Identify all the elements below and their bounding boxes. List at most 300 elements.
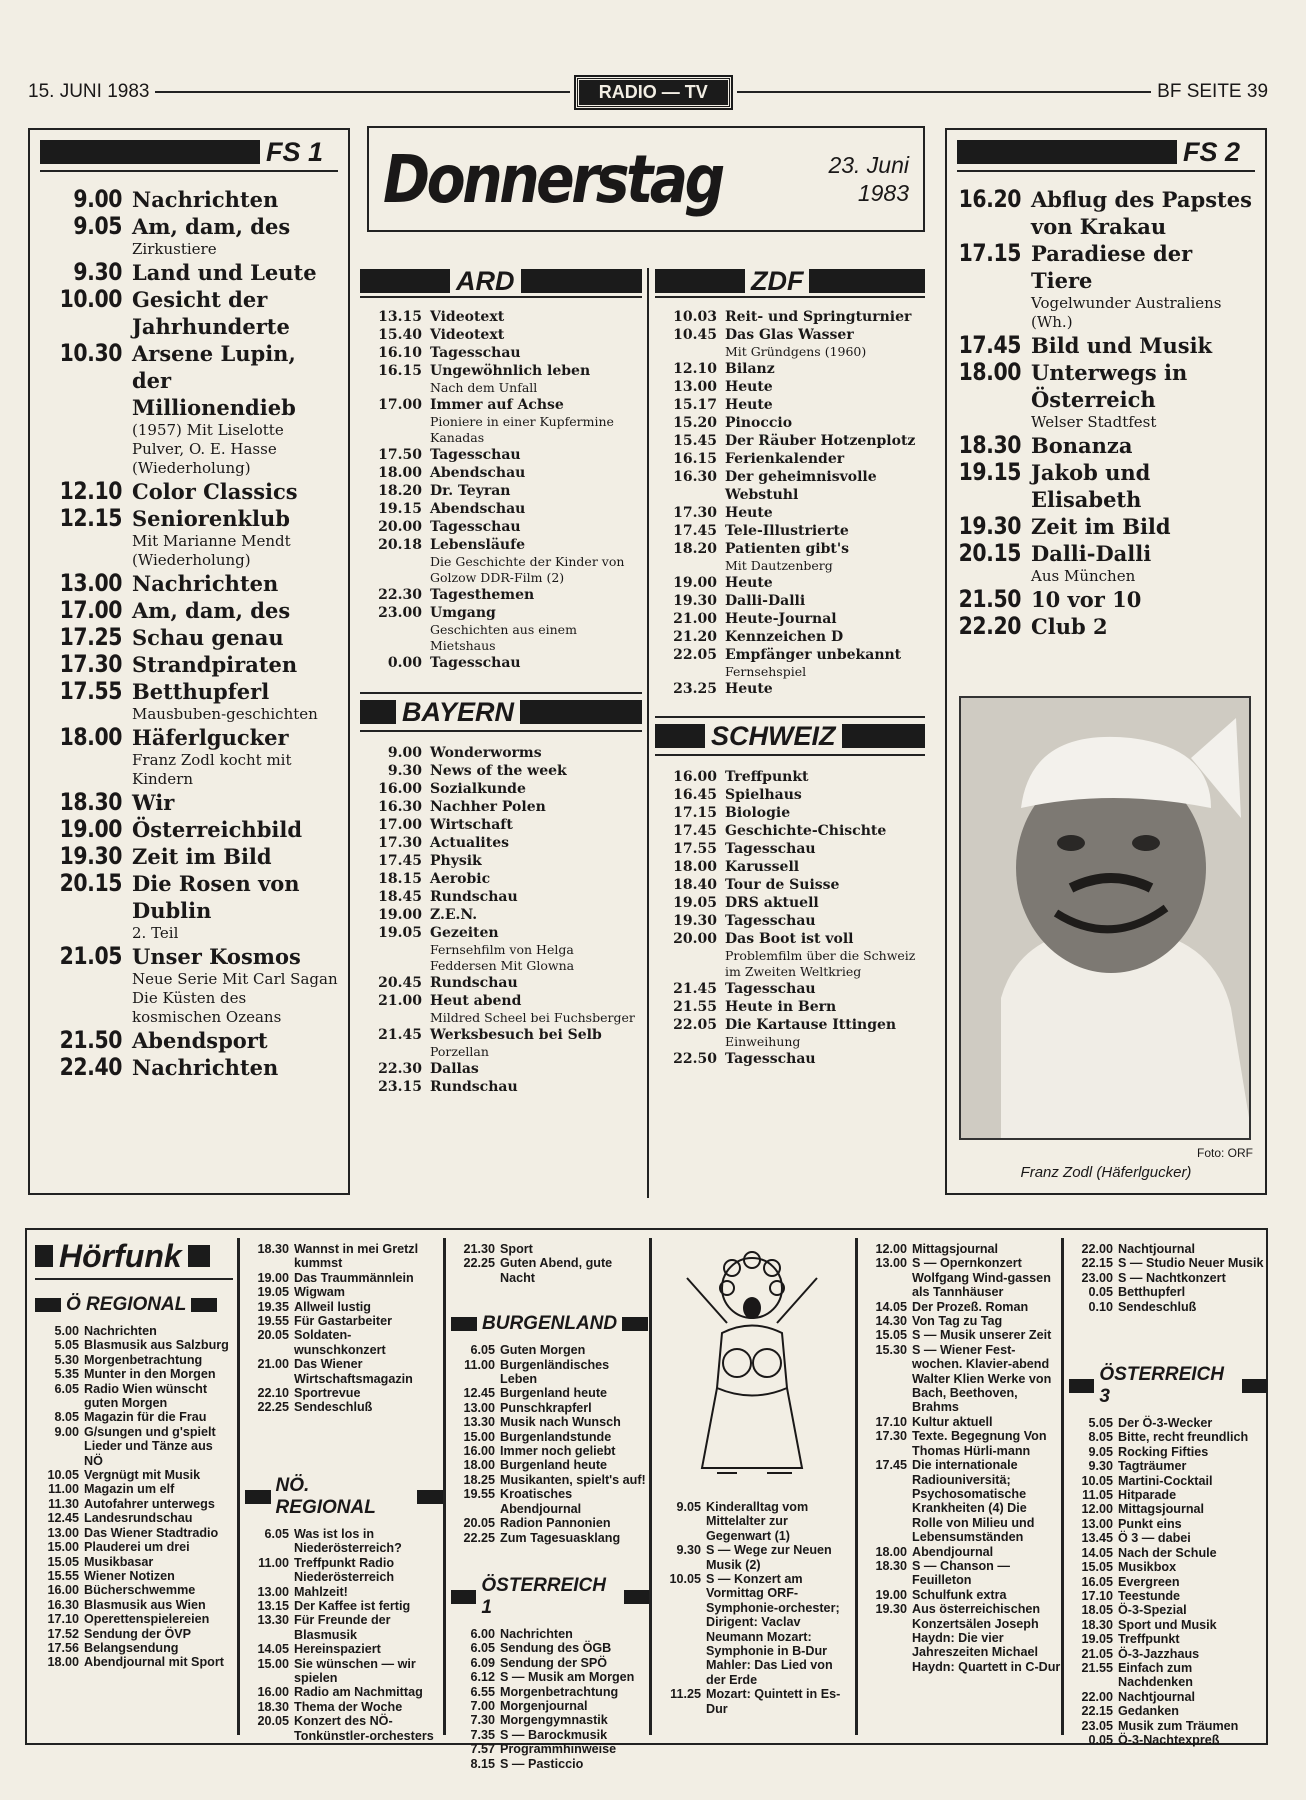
program-time: 11.00 — [258, 1555, 289, 1570]
program-title: Kroatisches Abendjournal — [500, 1487, 582, 1516]
program-time: 13.00 — [59, 569, 122, 597]
program-description: Mit Dautzenberg — [725, 558, 833, 573]
program-title: Z.E.N. — [430, 907, 478, 923]
program-item — [863, 1559, 1061, 1588]
program-title: G/sungen und g'spielt Lieder und Tänze aus NÖ — [84, 1424, 216, 1468]
program-description: Franz Zodl kocht mit Kindern — [132, 751, 292, 788]
program-item — [655, 326, 925, 360]
program-description: Die Geschichte der Kinder von Golzow DDR-Film (2) — [430, 554, 625, 585]
program-title: S — Nachtkonzert — [1118, 1270, 1226, 1285]
program-item — [35, 1367, 233, 1381]
program-title: Der Prozeß. Roman — [912, 1299, 1029, 1314]
program-time: 19.00 — [875, 1587, 907, 1602]
program-description: Aus München — [1031, 567, 1136, 585]
program-time: 22.25 — [463, 1530, 495, 1545]
day-banner — [367, 126, 925, 232]
program-title: Was ist los in Niederösterreich? — [294, 1526, 402, 1556]
program-title: 10 vor 10 — [1031, 587, 1142, 612]
program-title: Seniorenklub — [132, 506, 290, 531]
program-time: 17.30 — [378, 835, 422, 851]
program-time: 17.52 — [47, 1626, 79, 1641]
program-title: Das Glas Wasser — [725, 327, 854, 343]
program-item — [1069, 1445, 1267, 1459]
program-title: Nachrichten — [132, 187, 279, 212]
program-description: Fernsehspiel — [725, 664, 807, 679]
program-description: Porzellan — [430, 1044, 489, 1059]
program-time: 15.30 — [875, 1342, 907, 1357]
program-item — [1069, 1560, 1267, 1574]
program-item — [1069, 1256, 1267, 1270]
program-title: Wannst in mei Gretzl kummst — [294, 1242, 419, 1271]
program-title: Kinderalltag vom Mittelalter zur Gegenwart (1) — [706, 1500, 809, 1543]
program-title: Nach der Schule — [1118, 1545, 1217, 1560]
station-title: NÖ. REGIONAL — [275, 1474, 376, 1518]
channel-title: SCHWEIZ — [711, 720, 836, 751]
program-time: 18.00 — [378, 465, 422, 481]
program-title: Musik zum Träumen — [1118, 1718, 1239, 1733]
program-time: 15.00 — [257, 1656, 289, 1671]
program-time: 15.40 — [378, 327, 422, 343]
section-badge: RADIO — TV — [576, 77, 731, 108]
station-title: ÖSTERREICH 1 — [481, 1574, 606, 1618]
program-title: Rundschau — [430, 1079, 518, 1095]
program-item — [655, 308, 925, 326]
program-time: 12.00 — [1081, 1502, 1113, 1517]
program-item — [360, 924, 642, 974]
program-time: 18.30 — [958, 431, 1021, 459]
program-title: Rundschau — [430, 889, 518, 905]
program-item — [40, 570, 338, 597]
channel-title: ARD — [456, 265, 515, 296]
program-description: Problemfilm über die Schweiz im Zweiten Weltkrieg — [725, 948, 916, 979]
program-title: Burgenland heute — [500, 1386, 608, 1401]
program-title: Physik — [430, 853, 482, 869]
program-title: Burgenland heute — [500, 1458, 608, 1473]
program-title: Das Boot ist voll — [725, 931, 854, 947]
program-item — [451, 1699, 649, 1713]
program-time: 16.20 — [958, 185, 1021, 213]
program-time: 21.45 — [673, 981, 717, 997]
program-title: Sendeschluß — [294, 1400, 373, 1415]
program-time: 0.00 — [387, 655, 422, 671]
program-title: Lebensläufe — [430, 537, 526, 553]
program-time: 21.50 — [59, 1026, 122, 1054]
program-title: Plauderei um drei — [84, 1540, 190, 1555]
program-item — [655, 450, 925, 468]
program-title: Bilanz — [725, 361, 775, 377]
program-title: Wir — [132, 790, 175, 815]
program-time: 17.45 — [958, 331, 1021, 359]
program-time: 16.15 — [378, 363, 422, 379]
program-item — [245, 1527, 443, 1556]
program-time: 20.15 — [59, 869, 122, 897]
program-time: 18.00 — [958, 358, 1021, 386]
program-item — [655, 786, 925, 804]
program-item — [245, 1642, 443, 1656]
program-title: Morgengymnastik — [500, 1713, 608, 1728]
program-item — [863, 1458, 1061, 1544]
program-item — [35, 1627, 233, 1641]
program-time: 20.05 — [463, 1516, 495, 1531]
program-item — [360, 326, 642, 344]
program-title: Nachtjournal — [1118, 1689, 1195, 1704]
program-title: Radio Wien wünscht guten Morgen — [84, 1381, 208, 1411]
program-title: Nachrichten — [132, 1055, 279, 1080]
program-list — [40, 186, 338, 1081]
chef-photo — [959, 696, 1251, 1140]
program-time: 19.05 — [378, 925, 422, 941]
radio-panel — [25, 1228, 1268, 1771]
program-title: S — Konzert am Vormittag ORF-Symphonie-orchester; Dirigent: Vaclav Neumann Mozart: Symphonie in B-Dur Mahler: Das Lied von der Erde — [706, 1572, 840, 1687]
program-item — [451, 1487, 649, 1516]
program-title: Magazin um elf — [84, 1482, 175, 1497]
program-item — [655, 822, 925, 840]
program-item — [863, 1602, 1061, 1674]
program-title: Radion Pannonien — [500, 1516, 611, 1531]
channel-title: BAYERN — [402, 696, 515, 727]
program-title: Wiener Notizen — [84, 1568, 175, 1583]
program-title: Tour de Suisse — [725, 877, 840, 893]
header-bar — [1242, 1379, 1267, 1393]
program-title: Jakob und Elisabeth — [1031, 460, 1151, 512]
program-title: Tagesschau — [430, 519, 521, 535]
program-title: Soldaten-wunschkonzert — [294, 1328, 386, 1357]
program-time: 22.25 — [463, 1256, 495, 1271]
program-item — [35, 1526, 233, 1540]
program-title: Schulfunk extra — [912, 1587, 1007, 1602]
program-time: 12.10 — [59, 477, 122, 505]
page-header — [28, 78, 1268, 106]
program-title: Tagesschau — [430, 655, 521, 671]
program-item — [40, 624, 338, 651]
program-item — [360, 906, 642, 924]
program-item — [863, 1415, 1061, 1429]
header-bar — [809, 269, 925, 293]
program-item — [360, 586, 642, 604]
program-title: Videotext — [430, 309, 505, 325]
program-title: Umgang — [430, 605, 496, 621]
program-item — [451, 1444, 649, 1458]
program-item — [1069, 1603, 1267, 1617]
program-item — [40, 843, 338, 870]
program-title: Pinoccio — [725, 415, 793, 431]
program-item — [35, 1338, 233, 1352]
program-title: Dallas — [430, 1061, 479, 1077]
program-item — [655, 768, 925, 786]
program-list — [245, 1527, 443, 1743]
program-title: Nachher Polen — [430, 799, 546, 815]
program-item — [35, 1511, 233, 1525]
program-time: 9.05 — [1088, 1444, 1113, 1459]
issue-date: 15. JUNI 1983 — [28, 81, 150, 102]
program-time: 6.09 — [470, 1655, 495, 1670]
program-item — [360, 362, 642, 396]
program-time: 16.30 — [47, 1597, 79, 1612]
program-item — [360, 446, 642, 464]
program-title: Mittagsjournal — [912, 1242, 999, 1256]
program-description: Fernsehfilm von Helga Feddersen Mit Glowna — [430, 942, 575, 973]
program-item — [40, 186, 338, 213]
program-title: Abendschau — [430, 501, 526, 517]
program-title: Zeit im Bild — [132, 844, 272, 869]
program-title: S — Pasticcio — [500, 1756, 584, 1771]
program-item — [1069, 1647, 1267, 1661]
photo-credit: Foto: ORF — [1196, 1146, 1253, 1160]
program-time: 11.30 — [48, 1496, 79, 1511]
program-time: 10.00 — [59, 285, 122, 313]
program-time: 16.05 — [1081, 1574, 1113, 1589]
program-time: 17.45 — [673, 523, 717, 539]
program-title: Biologie — [725, 805, 791, 821]
program-title: Morgenbetrachtung — [500, 1684, 619, 1699]
program-time: 12.00 — [875, 1242, 907, 1256]
program-title: Guten Morgen — [500, 1343, 586, 1358]
program-item — [360, 816, 642, 834]
header-bar — [655, 724, 705, 748]
program-item — [451, 1713, 649, 1727]
program-time: 13.00 — [257, 1584, 289, 1599]
program-title: Für Gastarbeiter — [294, 1314, 392, 1329]
program-item — [360, 780, 642, 798]
program-title: Geschichte-Chischte — [725, 823, 887, 839]
program-description: 2. Teil — [132, 924, 179, 942]
program-title: Guten Abend, gute Nacht — [500, 1256, 613, 1285]
program-list — [451, 1242, 649, 1285]
program-title: Nachtjournal — [1118, 1242, 1195, 1256]
program-time: 13.45 — [1081, 1531, 1113, 1546]
header-bar — [35, 1245, 53, 1267]
program-item — [245, 1300, 443, 1314]
program-time: 7.00 — [470, 1698, 495, 1713]
header-bar — [957, 140, 1177, 164]
program-title: S — Opernkonzert Wolfgang Wind-gassen als Tannhäuser — [912, 1256, 1051, 1300]
program-title: Operettenspielereien — [84, 1612, 210, 1627]
program-title: Sozialkunde — [430, 781, 526, 797]
program-item — [863, 1314, 1061, 1328]
header-bar — [417, 1490, 443, 1504]
program-title: Sendung der SPÖ — [500, 1655, 608, 1670]
program-time: 17.15 — [958, 239, 1021, 267]
program-time: 17.56 — [47, 1640, 79, 1655]
program-time: 17.00 — [378, 397, 422, 413]
program-item — [657, 1500, 855, 1543]
program-title: Die Kartause Ittingen — [725, 1017, 897, 1033]
program-title: Zum Tagesuasklang — [500, 1530, 621, 1545]
program-title: Tele-Illustrierte — [725, 523, 849, 539]
program-item — [245, 1657, 443, 1686]
program-title: Heute — [725, 681, 773, 697]
program-item — [939, 432, 1255, 459]
program-time: 15.05 — [875, 1328, 907, 1343]
program-title: Am, dam, des — [132, 598, 291, 623]
program-item — [245, 1314, 443, 1328]
header-bar — [451, 1317, 477, 1331]
program-title: Morgenjournal — [500, 1698, 588, 1713]
program-time: 22.15 — [1081, 1256, 1113, 1271]
program-title: Morgenbetrachtung — [84, 1352, 203, 1367]
program-description: (1957) Mit Liselotte Pulver, O. E. Hasse (Wiederholung) — [132, 421, 284, 477]
program-time: 21.55 — [673, 999, 717, 1015]
program-title: Abflug des Papstes von Krakau — [1031, 187, 1252, 239]
program-time: 17.30 — [673, 505, 717, 521]
program-list — [451, 1627, 649, 1771]
program-title: Nachrichten — [500, 1626, 573, 1641]
program-item — [40, 213, 338, 259]
program-item — [1069, 1300, 1267, 1314]
program-item — [863, 1328, 1061, 1342]
program-item — [655, 930, 925, 980]
program-description: Zirkustiere — [132, 240, 217, 258]
program-item — [1069, 1242, 1267, 1256]
program-time: 14.05 — [875, 1299, 907, 1314]
program-item — [40, 816, 338, 843]
program-time: 15.17 — [673, 397, 717, 413]
program-item — [863, 1300, 1061, 1314]
program-item — [655, 1016, 925, 1050]
program-item — [35, 1555, 233, 1569]
program-title: Werksbesuch bei Selb — [430, 1027, 602, 1043]
program-list — [245, 1242, 443, 1415]
program-item — [655, 894, 925, 912]
program-time: 19.15 — [378, 501, 422, 517]
program-item — [451, 1343, 649, 1357]
program-title: Actualites — [430, 835, 509, 851]
program-title: Gedanken — [1118, 1704, 1179, 1719]
program-item — [35, 1655, 233, 1669]
program-time: 20.45 — [378, 975, 422, 991]
header-bar — [521, 269, 643, 293]
program-time: 18.05 — [1081, 1603, 1113, 1618]
program-title: Mozart: Quintett in Es-Dur — [706, 1687, 841, 1716]
column-divider — [443, 1238, 446, 1735]
header-bar — [842, 724, 926, 748]
program-list — [655, 768, 925, 1068]
program-description: Mildred Scheel bei Fuchsberger — [430, 1010, 635, 1025]
program-item — [655, 840, 925, 858]
program-item — [1069, 1459, 1267, 1473]
program-title: Heute — [725, 575, 773, 591]
program-item — [1069, 1430, 1267, 1444]
program-time: 23.00 — [1081, 1270, 1113, 1285]
header-bar — [451, 1590, 476, 1604]
program-list — [939, 186, 1255, 640]
program-item — [1069, 1733, 1267, 1747]
station-title: BURGENLAND — [482, 1313, 618, 1335]
program-time: 6.00 — [470, 1626, 495, 1641]
program-item — [451, 1531, 649, 1545]
program-time: 17.55 — [673, 841, 717, 857]
program-title: Burgenländisches Leben — [500, 1357, 610, 1387]
program-title: Paradiese der Tiere — [1031, 241, 1193, 293]
program-time: 13.00 — [1081, 1516, 1113, 1531]
program-title: Schau genau — [132, 625, 284, 650]
program-time: 6.05 — [264, 1526, 289, 1541]
program-title: Belangsendung — [84, 1640, 179, 1655]
program-title: Tagträumer — [1118, 1459, 1187, 1474]
program-list — [360, 744, 642, 1096]
program-item — [360, 1078, 642, 1096]
program-item — [245, 1599, 443, 1613]
program-item — [451, 1256, 649, 1285]
program-title: Musikanten, spielt's auf! — [500, 1472, 646, 1487]
program-time: 12.15 — [59, 504, 122, 532]
program-time: 19.00 — [59, 815, 122, 843]
program-description: Einweihung — [725, 1034, 801, 1049]
program-time: 23.15 — [378, 1079, 422, 1095]
program-item — [863, 1256, 1061, 1299]
program-title: Gesicht der Jahrhunderte — [132, 287, 290, 339]
fs1-panel — [28, 128, 350, 1195]
program-item — [451, 1516, 649, 1530]
program-title: Punkt eins — [1118, 1516, 1182, 1531]
program-item — [360, 798, 642, 816]
program-time: 19.30 — [673, 593, 717, 609]
column-divider — [649, 1238, 652, 1735]
radio-title: Hörfunk — [59, 1237, 182, 1274]
program-time: 17.50 — [378, 447, 422, 463]
program-title: Der geheimnisvolle Webstuhl — [725, 469, 877, 503]
program-title: Nachrichten — [132, 571, 279, 596]
program-item — [1069, 1690, 1267, 1704]
program-time: 9.30 — [1088, 1459, 1113, 1474]
program-time: 13.30 — [463, 1415, 495, 1430]
program-title: Dalli-Dalli — [1031, 541, 1152, 566]
program-title: Musikbox — [1118, 1560, 1177, 1575]
channel-title: ZDF — [751, 265, 804, 296]
program-time: 19.15 — [958, 458, 1021, 486]
header-bar — [40, 140, 260, 164]
program-item — [40, 597, 338, 624]
program-item — [655, 998, 925, 1016]
program-title: Für Freunde der Blasmusik — [294, 1613, 391, 1642]
program-title: Sendung des ÖGB — [500, 1641, 612, 1656]
program-time: 10.05 — [669, 1572, 701, 1587]
header-bar — [624, 1590, 649, 1604]
program-item — [35, 1410, 233, 1424]
program-time: 16.10 — [378, 345, 422, 361]
program-time: 12.10 — [673, 361, 717, 377]
program-item — [1069, 1517, 1267, 1531]
program-item — [360, 654, 642, 672]
program-item — [360, 1026, 642, 1060]
program-item — [1069, 1531, 1267, 1545]
program-item — [451, 1685, 649, 1699]
program-time: 19.30 — [673, 913, 717, 929]
program-time: 13.15 — [378, 309, 422, 325]
program-time: 6.05 — [470, 1641, 495, 1656]
program-title: Tagesschau — [725, 981, 816, 997]
program-item — [655, 912, 925, 930]
program-title: Der Kaffee ist fertig — [294, 1598, 411, 1613]
program-time: 21.50 — [958, 585, 1021, 613]
program-title: Die internationale Radiouniversitä; Psychosomatische Krankheiten (4) Die Rolle von Milieu und Lebensumständen — [912, 1458, 1035, 1545]
program-title: Sendung der ÖVP — [84, 1626, 192, 1641]
program-time: 19.55 — [257, 1314, 289, 1329]
program-item — [1069, 1589, 1267, 1603]
program-item — [655, 432, 925, 450]
weekday-title: Donnerstag — [383, 140, 722, 218]
program-time: 15.45 — [673, 433, 717, 449]
program-title: Hitparade — [1118, 1488, 1177, 1503]
ard-column — [360, 265, 642, 1096]
program-item — [939, 586, 1255, 613]
program-title: Zeit im Bild — [1031, 514, 1171, 539]
program-description: Pioniere in einer Kupfermine Kanadas — [430, 414, 614, 445]
program-item — [40, 870, 338, 943]
program-time: 22.20 — [958, 612, 1021, 640]
program-title: Evergreen — [1118, 1574, 1180, 1589]
program-item — [863, 1588, 1061, 1602]
